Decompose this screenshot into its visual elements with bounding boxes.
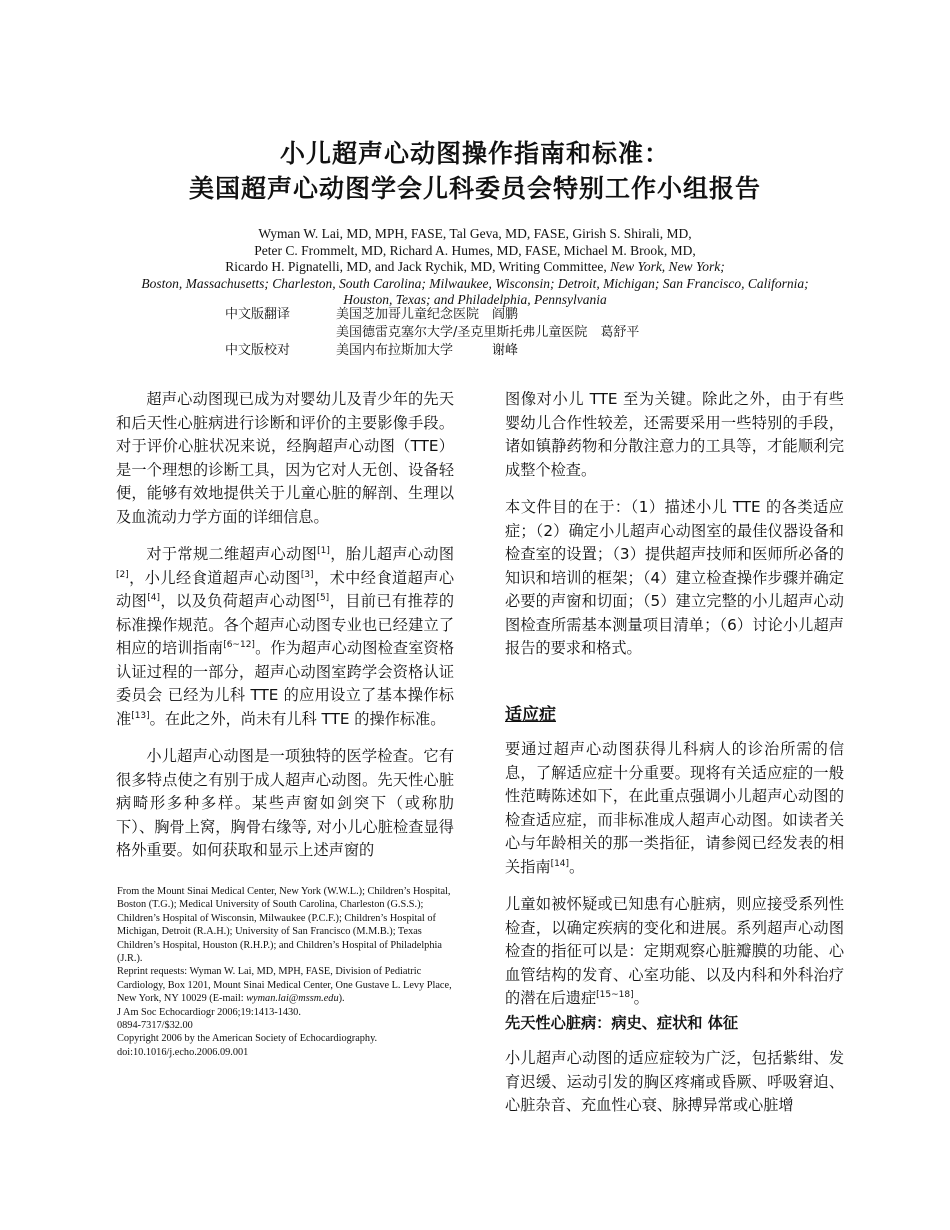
footnote-journal: J Am Soc Echocardiogr 2006;19:1413-1430. xyxy=(117,1006,301,1018)
right-paragraph-2: 本文件目的在于：（1）描述小儿 TTE 的各类适应症；（2）确定小儿超声心动图室的最佳仪器设备和检查室的设置；（3）提供超声技师和医师所必备的知识和培训的框架；（4）建立检查操作步骤并确定必要的声窗和切面；（5）建立完整的小儿超声心动图检查所需基本测量项目清单；（6）讨论小儿超声报告的要求和格式。 xyxy=(505,498,844,657)
right-paragraph-5: 小儿超声心动图的适应症较为广泛，包括紫绀、发育迟缓、运动引发的胸区疼痛或昏厥、呼吸窘迫、心脏杂音、充血性心衰、脉搏异常或心脏增 xyxy=(505,1049,844,1114)
author-line-1: Wyman W. Lai, MD, MPH, FASE, Tal Geva, MD, FASE, Girish S. Shirali, MD, xyxy=(258,226,692,241)
author-location: New York, New York; xyxy=(610,259,725,275)
title-line-1: 小儿超声心动图操作指南和标准： xyxy=(279,139,670,168)
citation-1[interactable]: [1] xyxy=(317,546,330,556)
email-link[interactable]: wyman.lai@mssm.edu xyxy=(246,993,339,1005)
p4-text-a: 儿童如被怀疑或已知患有心脏病，则应接受系列性检查，以确定疾病的变化和进展。系列超声心动图检查的指征可以是：定期观察心脏瓣膜的功能、心血管结构的发育、心室功能、以及内科和外科治疗的潜在后遗症 xyxy=(505,895,844,1007)
p2-text-h: 。在此之外，尚未有儿科 TTE 的操作标准。 xyxy=(149,709,446,728)
left-paragraph-3: 小儿超声心动图是一项独特的医学检查。它有很多特点使之有别于成人超声心动图。先天性心脏病畸形多种多样。某些声窗如剑突下（或称肋下）、胸骨上窝，胸骨右缘等, 对小儿心脏检查显得格外重要。如何获取和显示上述声窗的 xyxy=(116,747,454,859)
footnote xyxy=(117,885,457,1059)
right-paragraph-1: 图像对小儿 TTE 至为关键。除此之外，由于有些婴幼儿合作性较差，还需要采用一些特别的手段，诸如镇静药物和分散注意力的工具等，才能顺利完成整个检查。 xyxy=(505,390,844,479)
footnote-affiliations: From the Mount Sinai Medical Center, New York (W.W.L.); Children’s Hospital, Boston (T.G.); Medical University of South Carolina, Charleston (G.S.S.); Children’s Hospital of Wisconsin, Milwaukee (P.C.F.); Children’s Hospital of Michigan, Detroit (R.A.H.); University of San Francisco (M.M.B.); Texas Children’s Hospital, Houston (R.H.P.); and Children’s Hospital of Philadelphia xyxy=(117,886,451,951)
citation-5[interactable]: [5] xyxy=(316,593,330,603)
p2-text-a: 对于常规二维超声心动图 xyxy=(146,545,318,563)
p3-text-b: 。 xyxy=(569,857,585,876)
author-line-3-text: Ricardo H. Pignatelli, MD, and Jack Rychik, MD, Writing Committee, xyxy=(225,259,611,275)
author-line-5: Houston, Texas; and Philadelphia, Pennsylvania xyxy=(343,292,607,308)
right-column-end xyxy=(505,1047,844,1118)
footnote-issn: 0894-7317/$32.00 xyxy=(117,1020,193,1032)
p2-text-f: ，目前已有推荐的标准操作规范。各个超声心动图专业也已经建立了相应的培训指南 xyxy=(116,592,455,657)
p3-text-a: 要通过超声心动图获得儿科病人的诊治所需的信息，了解适应症十分重要。现将有关适应症的一般性范畴陈述如下，在此重点强调小儿超声心动图的检查适应症，而非标准成人超声心动图。如读者关心与年龄相关的那一类指征，请参阅已经发表的相关指南 xyxy=(505,740,844,876)
citation-13[interactable]: [13] xyxy=(131,710,150,721)
citation-15-18[interactable]: [15~18] xyxy=(596,990,634,1000)
right-column-bottom xyxy=(505,738,844,1011)
translator-2: 美国德雷克塞尔大学/圣克里斯托弗儿童医院 葛舒平 xyxy=(336,325,640,340)
citation-4[interactable]: [4] xyxy=(147,593,160,603)
footnote-copyright: Copyright 2006 by the American Society of Echocardiography. xyxy=(117,1033,378,1045)
reprint-end: ). xyxy=(338,993,345,1005)
reprint-text: Reprint requests: Wyman W. Lai, MD, MPH, FASE, Division of Pediatric Cardiology, Box 1201, Mount Sinai Medical Center, One Gustave L. Levy Place, New York, NY 10029 (E-mail: xyxy=(117,966,452,1005)
author-list xyxy=(0,226,950,309)
citation-3[interactable]: [3] xyxy=(300,569,314,580)
translator-1: 美国芝加哥儿童纪念医院 阎鹏 xyxy=(336,307,519,322)
proofreader-label: 中文版校对 xyxy=(225,343,291,358)
citation-6-12[interactable]: [6~12] xyxy=(223,640,255,650)
left-paragraph-1: 超声心动图现已成为对婴幼儿及青少年的先天和后天性心脏病进行诊断和评价的主要影像手段。对于评价心脏状况来说，经胸超声心动图（TTE）是一个理想的诊断工具，因为它对人无创、设备轻便，能够有效地提供关于儿童心脏的解剖、生理以及血流动力学方面的详细信息。 xyxy=(116,390,454,526)
section-heading-indications: 适应症 xyxy=(505,705,556,725)
p2-text-c: ，小儿经食道超声心动图 xyxy=(128,568,301,587)
p2-text-b: ，胎儿超声心动图 xyxy=(329,545,455,563)
p2-text-g: 。作为超声心动图检查室资格认证过程的一部分，超声心动图室跨学会资格认证委员会 已经为儿科 TTE 的应用设立了基本操作标准 xyxy=(116,639,454,728)
proofreader: 美国内布拉斯加大学 谢峰 xyxy=(336,343,519,358)
right-paragraph-3 xyxy=(505,738,844,879)
footnote-affiliations-end: (J.R.). xyxy=(117,953,143,965)
left-paragraph-2 xyxy=(116,543,454,731)
title-line-2: 美国超声心动图学会儿科委员会特别工作小组报告 xyxy=(188,174,761,203)
citation-14[interactable]: [14] xyxy=(550,858,570,869)
right-column-top xyxy=(505,388,844,661)
p2-text-e: ，以及负荷超声心动图 xyxy=(159,592,317,610)
left-column xyxy=(116,388,454,863)
footnote-doi[interactable]: doi:10.1016/j.echo.2006.09.001 xyxy=(117,1046,249,1058)
subsection-heading-congenital: 先天性心脏病：病史、症状和 体征 xyxy=(505,1014,739,1032)
p2-text-d: ，术中经食道超声心动图 xyxy=(116,568,455,610)
right-paragraph-4 xyxy=(505,893,844,1011)
translator-label: 中文版翻译 xyxy=(225,307,291,322)
citation-2[interactable]: [2] xyxy=(116,569,129,580)
footnote-reprint xyxy=(117,965,457,1005)
author-line-4: Boston, Massachusetts; Charleston, South Carolina; Milwaukee, Wisconsin; Detroit, Michigan; San Francisco, California; xyxy=(141,275,809,291)
author-line-3 xyxy=(0,259,950,276)
author-line-2: Peter C. Frommelt, MD, Richard A. Humes, MD, FASE, Michael M. Brook, MD, xyxy=(254,242,696,258)
p4-text-b: 。 xyxy=(633,989,649,1007)
